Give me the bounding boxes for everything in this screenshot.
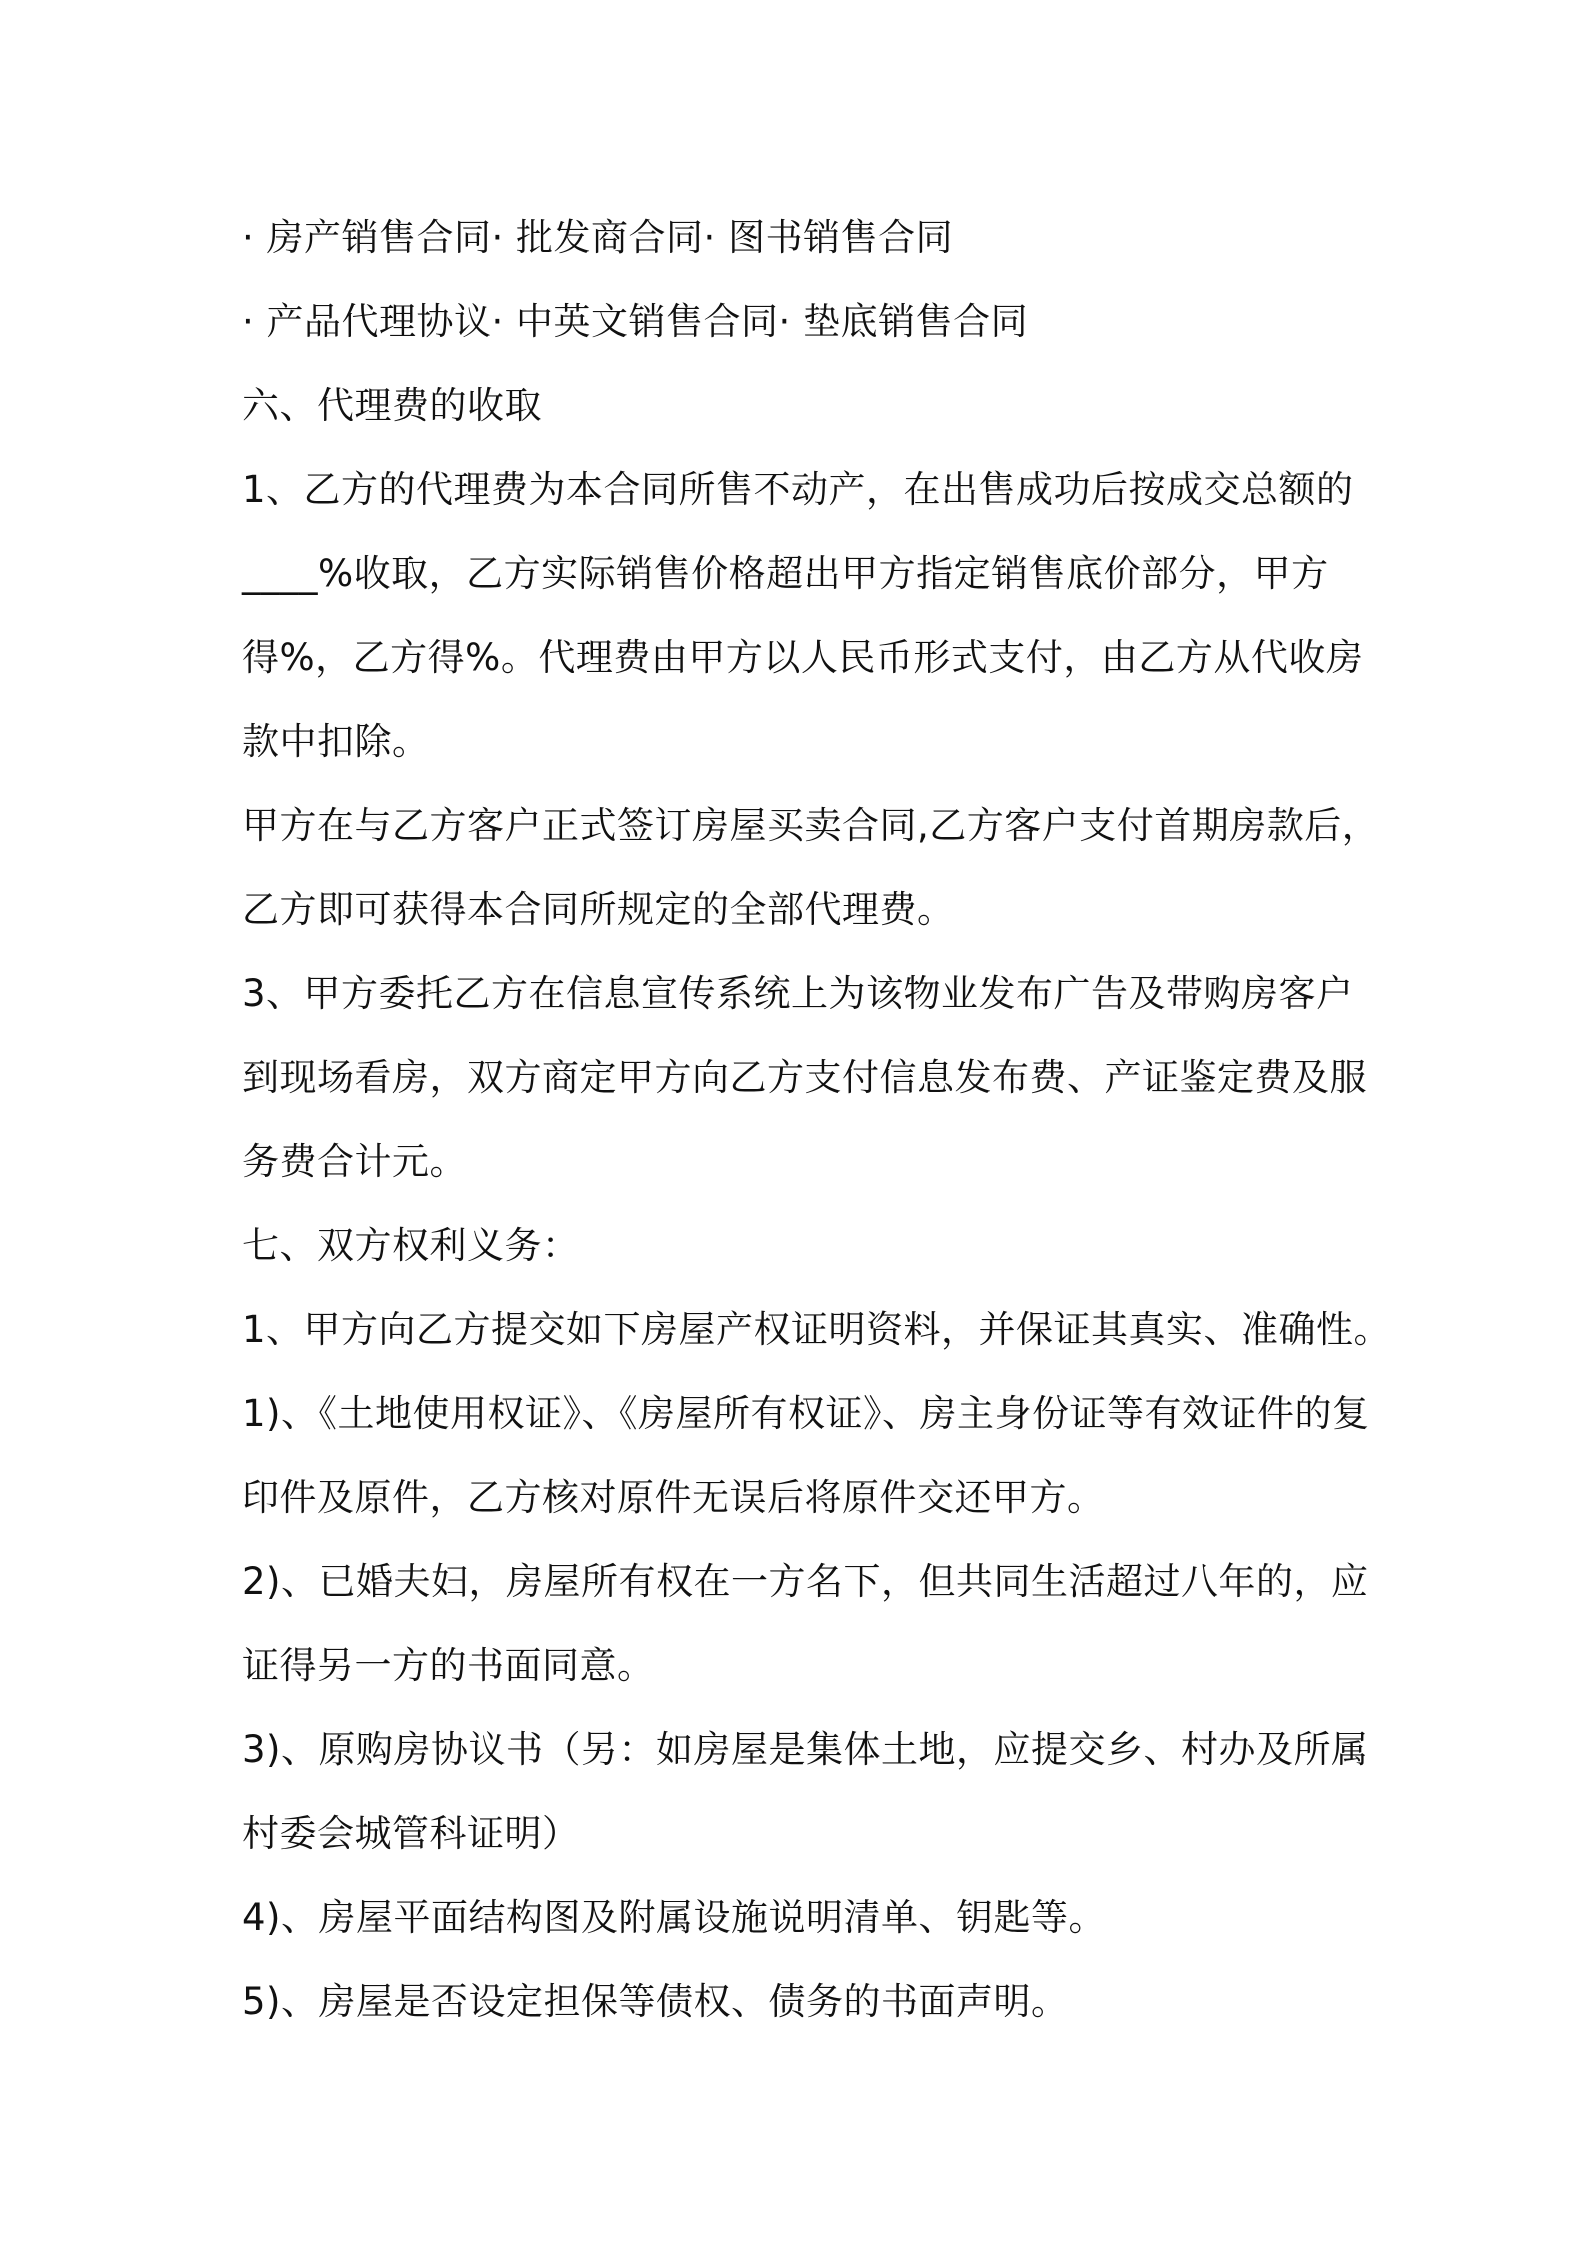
text-line: 印件及原件，乙方核对原件无误后将原件交还甲方。 <box>242 1476 1105 1519</box>
text-line: 3、甲方委托乙方在信息宣传系统上为该物业发布广告及带购房客户 <box>242 972 1354 1015</box>
text-line: ____%收取，乙方实际销售价格超出甲方指定销售底价部分，甲方 <box>242 552 1329 595</box>
text-line: 1、甲方向乙方提交如下房屋产权证明资料，并保证其真实、准确性。 <box>242 1308 1392 1351</box>
text-line: 村委会城管科证明） <box>242 1812 580 1855</box>
section-heading: 六、代理费的收取 <box>242 384 542 427</box>
text-line: 1、乙方的代理费为本合同所售不动产，在出售成功后按成交总额的 <box>242 468 1354 511</box>
text-line: 得%，乙方得%。代理费由甲方以人民币形式支付，由乙方从代收房 <box>242 636 1364 679</box>
text-line: 甲方在与乙方客户正式签订房屋买卖合同,乙方客户支付首期房款后， <box>242 804 1380 847</box>
text-line: 乙方即可获得本合同所规定的全部代理费。 <box>242 888 955 931</box>
text-line: 5)、房屋是否设定担保等债权、债务的书面声明。 <box>242 1980 1069 2023</box>
text-line: · 产品代理协议· 中英文销售合同· 垫底销售合同 <box>242 300 1029 343</box>
text-line: 务费合计元。 <box>242 1140 467 1183</box>
text-line: 2)、已婚夫妇，房屋所有权在一方名下，但共同生活超过八年的，应 <box>242 1560 1369 1603</box>
section-heading: 七、双方权利义务： <box>242 1224 580 1267</box>
text-line: 款中扣除。 <box>242 720 430 763</box>
text-line: 到现场看房，双方商定甲方向乙方支付信息发布费、产证鉴定费及服 <box>242 1056 1367 1099</box>
text-line: 4)、房屋平面结构图及附属设施说明清单、钥匙等。 <box>242 1896 1106 1939</box>
text-line: · 房产销售合同· 批发商合同· 图书销售合同 <box>242 216 954 259</box>
text-line: 证得另一方的书面同意。 <box>242 1644 655 1687</box>
text-line: 1)、《土地使用权证》、《房屋所有权证》、房主身份证等有效证件的复 <box>242 1392 1370 1435</box>
text-line: 3)、原购房协议书（另：如房屋是集体土地，应提交乡、村办及所属 <box>242 1728 1369 1771</box>
document-body <box>242 196 1392 2044</box>
